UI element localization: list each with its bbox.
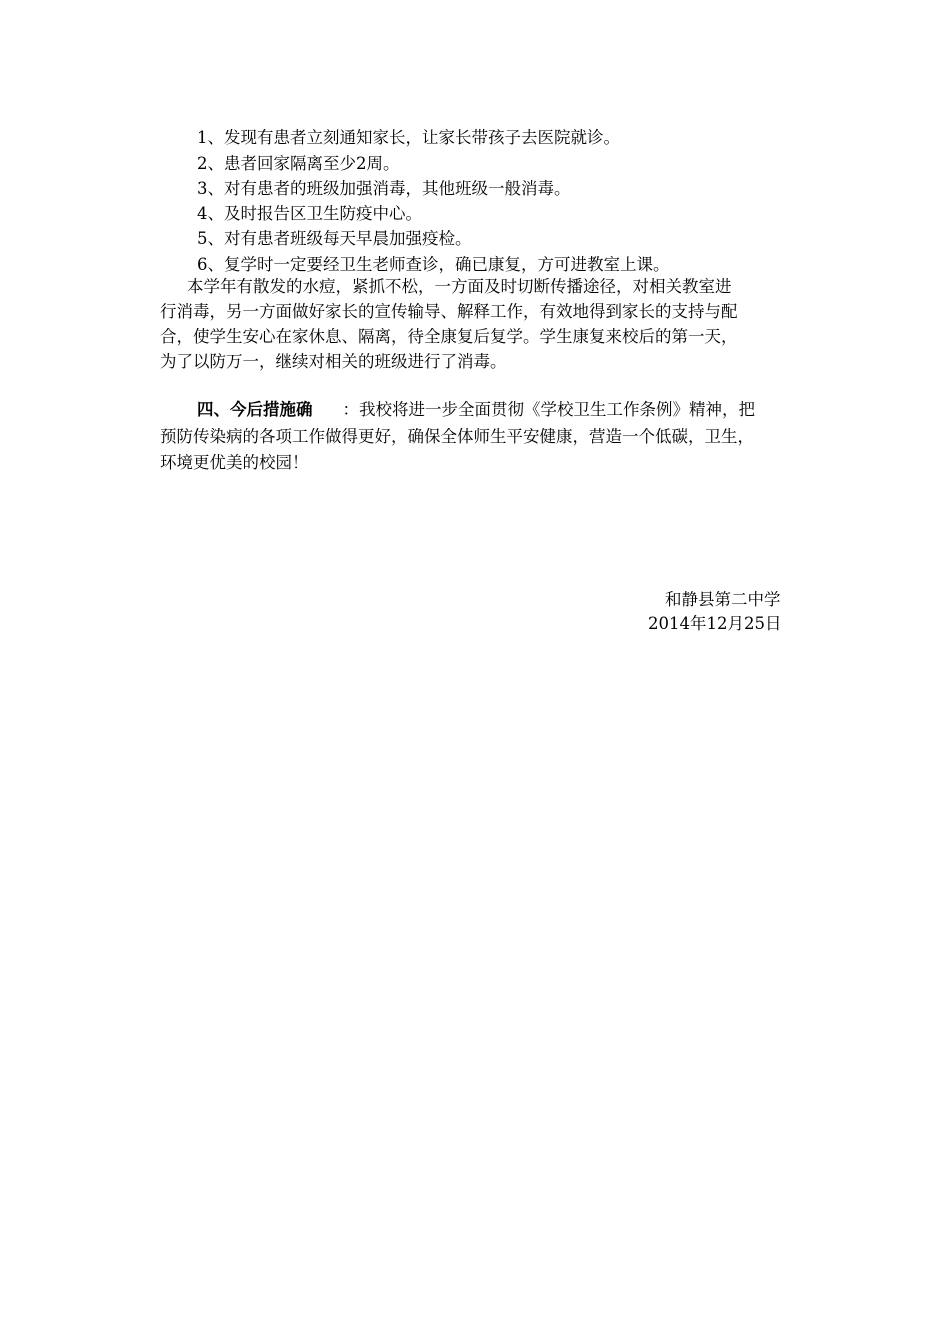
measure-item-2: 2、患者回家隔离至少2周。 [197, 154, 400, 173]
measure-item-5: 5、对有患者班级每天早晨加强疫检。 [197, 229, 472, 248]
measure-item-3: 3、对有患者的班级加强消毒，其他班级一般消毒。 [197, 179, 571, 198]
signature-date: 2014年12月25日 [648, 614, 782, 633]
section-heading: 四、今后措施确 [197, 400, 313, 419]
paragraph-line-3: 合，使学生安心在家休息、隔离，待全康复后复学。学生康复来校后的第一天， [160, 327, 738, 346]
section-first-line [197, 398, 755, 422]
section-first-line-text: ：我校将进一步全面贯彻《学校卫生工作条例》精神，把 [342, 400, 755, 419]
measure-item-4: 4、及时报告区卫生防疫中心。 [197, 204, 422, 223]
signature-school: 和静县第二中学 [665, 590, 781, 609]
paragraph-line-2: 行消毒，另一方面做好家长的宣传输导、解释工作，有效地得到家长的支持与配 [160, 302, 738, 321]
section-line-3: 环境更优美的校园！ [160, 453, 309, 472]
paragraph-line-4: 为了以防万一，继续对相关的班级进行了消毒。 [160, 352, 507, 371]
paragraph-line-1: 本学年有散发的水痘，紧抓不松，一方面及时切断传播途径，对相关教室进 [187, 277, 732, 296]
section-line-2: 预防传染病的各项工作做得更好，确保全体师生平安健康，营造一个低碳，卫生， [160, 427, 754, 446]
measure-item-1: 1、发现有患者立刻通知家长，让家长带孩子去医院就诊。 [197, 128, 620, 147]
measure-item-6: 6、复学时一定要经卫生老师查诊，确已康复，方可进教室上课。 [197, 255, 670, 274]
